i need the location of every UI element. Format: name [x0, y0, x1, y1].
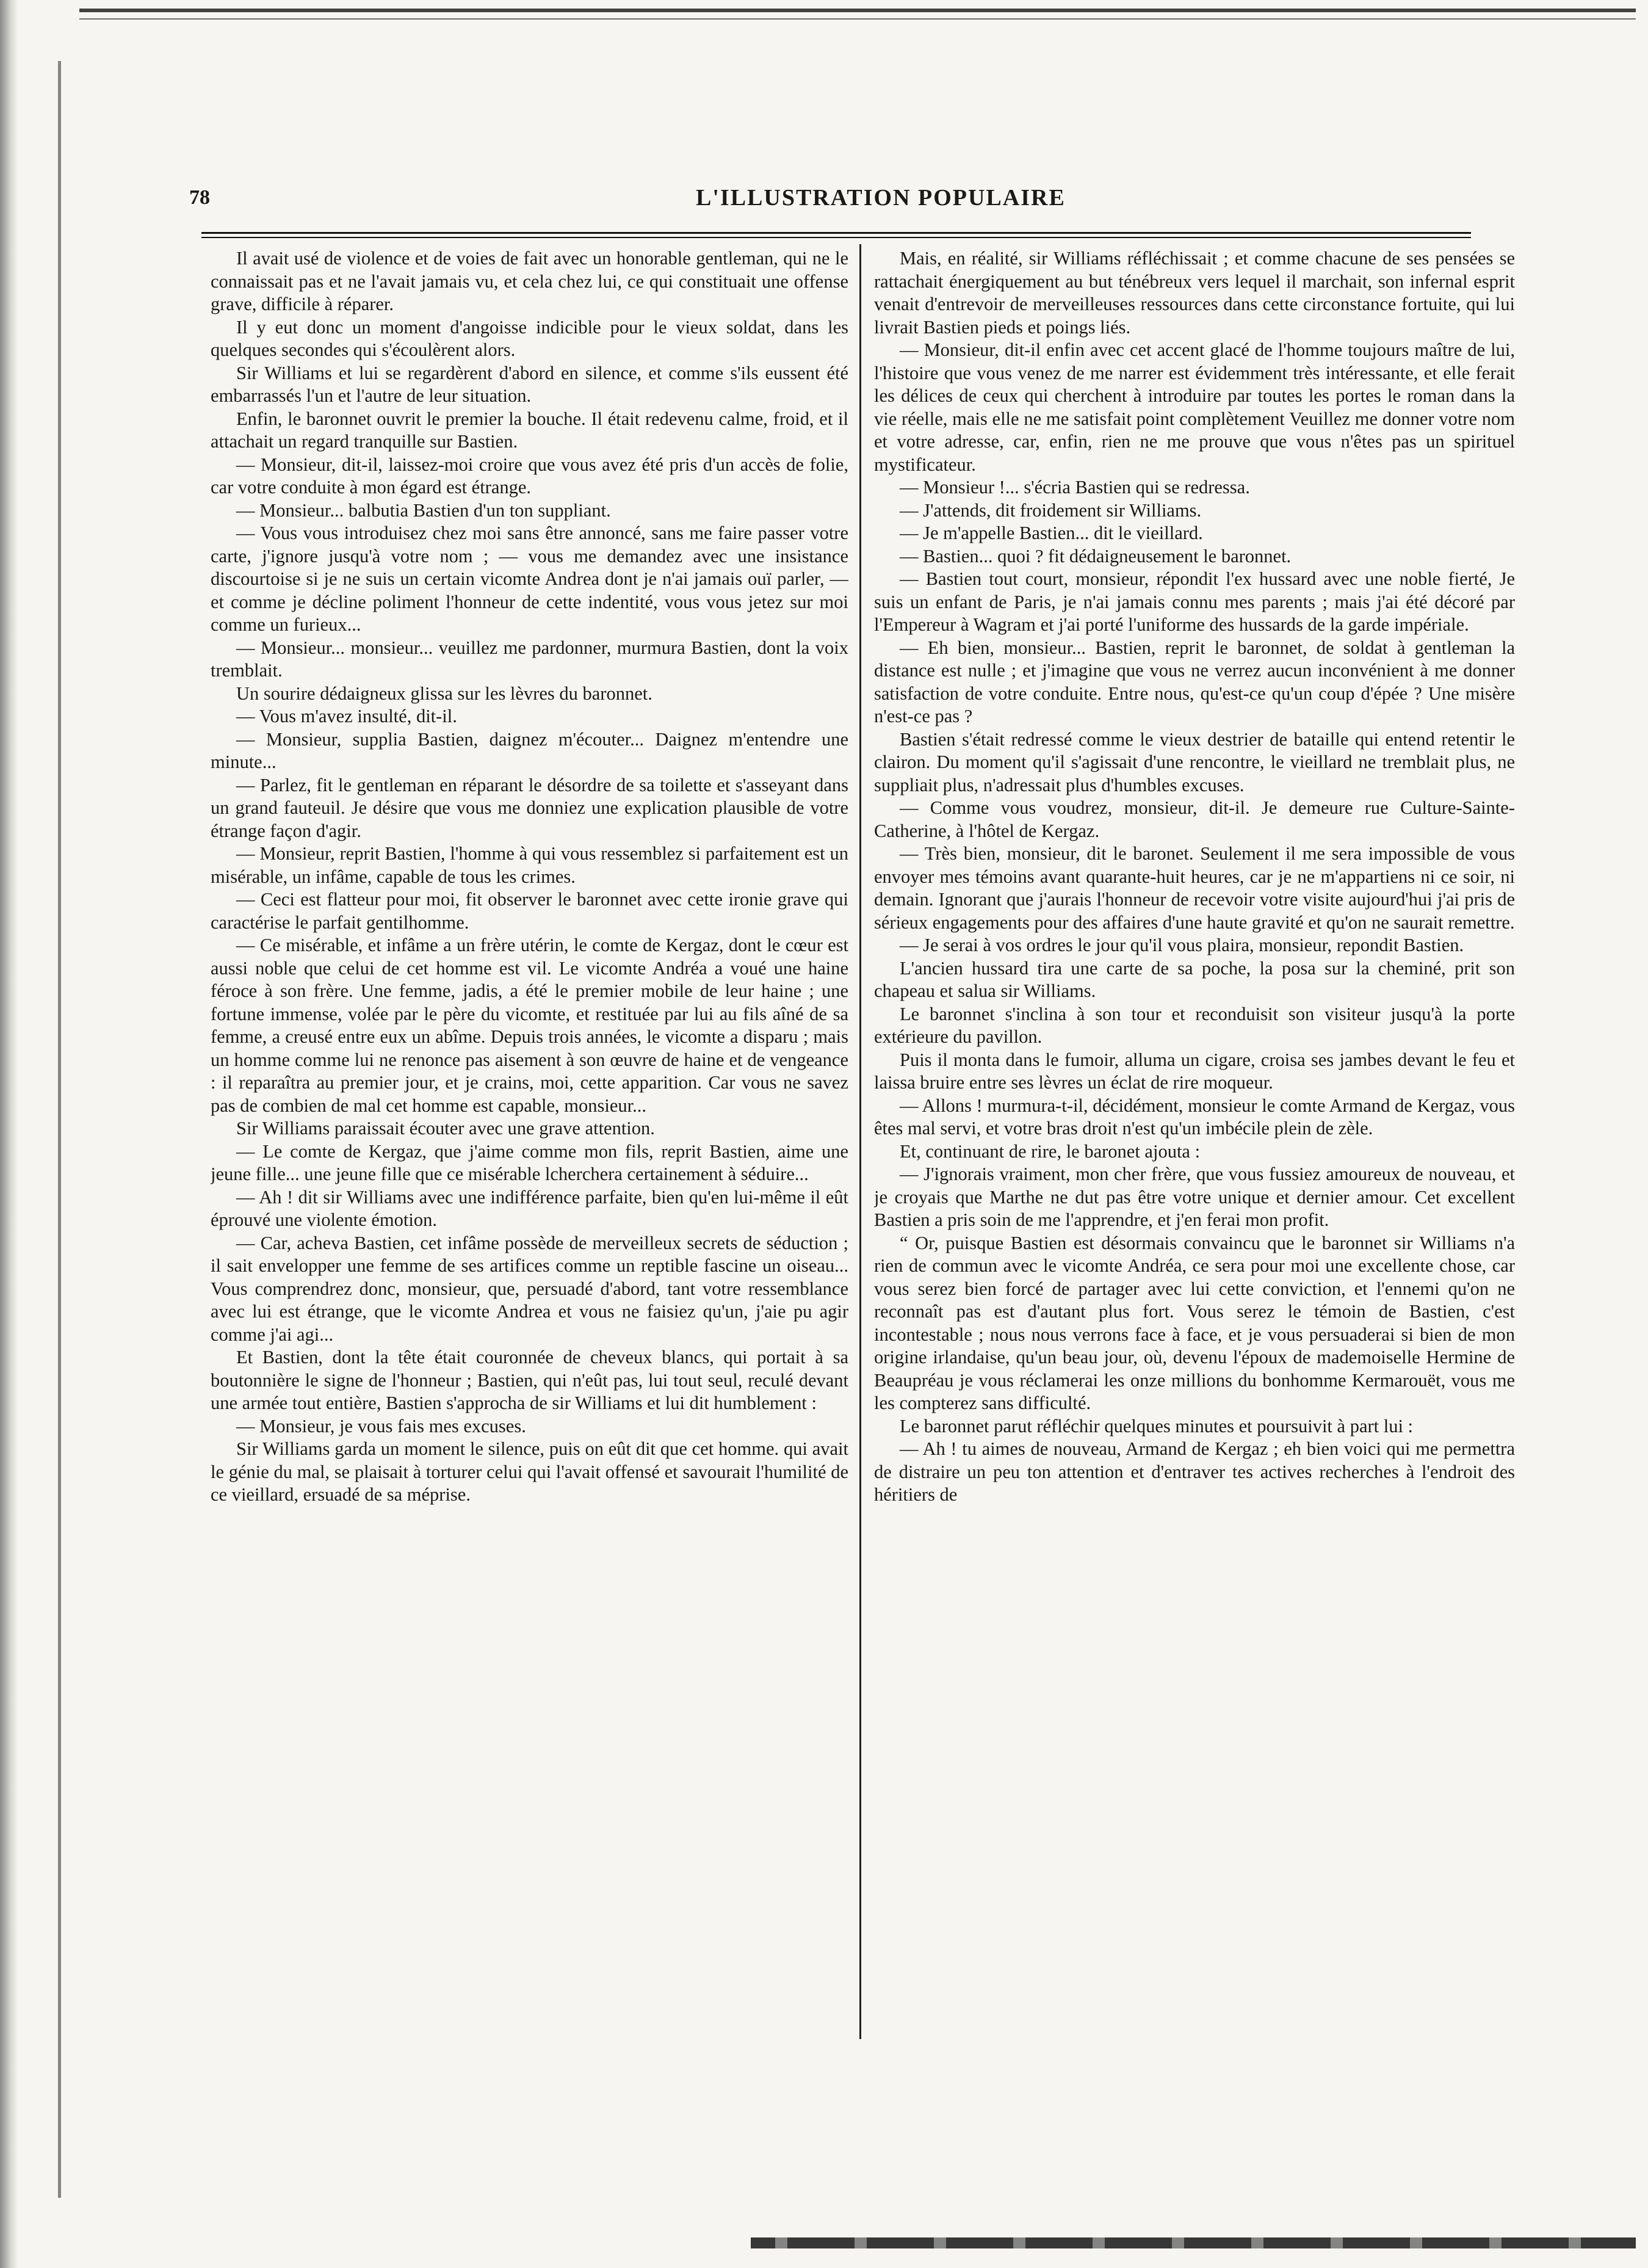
paragraph: — Ce misérable, et infâme a un frère utérin, le comte de Kergaz, dont le cœur est aussi noble que celui de cet homme est vil. Le vicomte Andréa a voué une haine féroce à son frère. Une femme, jadis, a été le premier mobile de leur haine ; une fortune immense, volée par le père du vicomte, et restituée par lui au fils aîné de sa femme, a creusé entre eux un abîme. Depuis trois années, le vicomte a disparu ; mais un homme comme lui ne renonce pas aisement à son œuvre de haine et de vengeance : il reparaîtra au premier jour, et je crains, moi, cette apparition. Car vous ne savez pas de combien de mal cet homme est capable, monsieur... [211, 935, 848, 1116]
paragraph: — J'attends, dit froidement sir Williams. [900, 499, 1202, 521]
scan-edge-bottom [751, 2237, 1636, 2248]
paragraph: Il avait usé de violence et de voies de fait avec un honorable gentleman, qui ne le connaissait pas et ne l'avait jamais vu, et cela chez lui, ce qui constituait une offense grave, difficile à réparer. [211, 248, 848, 314]
paragraph: Puis il monta dans le fumoir, alluma un cigare, croisa ses jambes devant le feu et laissa bruire entre ses lèvres un éclat de rire moqueur. [874, 1049, 1515, 1093]
running-title: L'ILLUSTRATION POPULAIRE [696, 185, 1066, 211]
paragraph: — Monsieur... balbutia Bastien d'un ton suppliant. [236, 499, 611, 521]
paragraph: — Ah ! tu aimes de nouveau, Armand de Kergaz ; eh bien voici qui me permettra de distraire un peu ton attention et d'entraver tes actives recherches à l'endroit des héritiers de [874, 1438, 1515, 1505]
paragraph: Le baronnet s'inclina à son tour et reconduisit son visiteur jusqu'à la porte extérieure du pavillon. [874, 1003, 1515, 1047]
header-rule [201, 232, 1471, 238]
paragraph: — Allons ! murmura-t-il, décidément, monsieur le comte Armand de Kergaz, vous êtes mal servi, et votre bras droit n'est qu'un imbécile plein de zèle. [874, 1095, 1515, 1139]
paragraph: — Je serai à vos ordres le jour qu'il vous plaira, monsieur, repondit Bastien. [900, 935, 1464, 955]
paragraph: — Comme vous voudrez, monsieur, dit-il. Je demeure rue Culture-Sainte-Catherine, à l'hôtel de Kergaz. [874, 797, 1515, 841]
paragraph: — Monsieur, dit-il enfin avec cet accent glacé de l'homme toujours maître de lui, l'histoire que vous venez de me narrer est évidemment très intéressante, et elle ferait les délices de ceux qui cherchent à introduire par toutes les portes le roman dans la vie réelle, mais elle ne me satisfait point complètement Veuillez me donner votre nom et votre adresse, car, enfin, rien ne me prouve que vous n'êtes pas un spirituel mystificateur. [874, 339, 1515, 475]
paragraph: — Monsieur, reprit Bastien, l'homme à qui vous ressemblez si parfaitement est un misérable, un infâme, capable de tous les crimes. [211, 843, 848, 887]
paragraph: — Ceci est flatteur pour moi, fit observer le baronnet avec cette ironie grave qui caractérise le parfait gentilhomme. [211, 889, 848, 933]
paragraph: Sir Williams et lui se regardèrent d'abord en silence, et comme s'ils eussent été embarrassés l'un et l'autre de leur situation. [211, 362, 848, 406]
scan-binding-line [58, 61, 61, 2198]
paragraph: — Je m'appelle Bastien... dit le vieillard. [900, 523, 1203, 543]
paragraph: Et, continuant de rire, le baronet ajouta : [900, 1140, 1201, 1162]
scan-edge-top [79, 9, 1636, 20]
scan-edge-left [0, 0, 18, 2268]
paragraph: Le baronnet parut réfléchir quelques minutes et poursuivit à part lui : [900, 1415, 1414, 1437]
paragraph: — Bastien tout court, monsieur, répondit l'ex hussard avec une noble fierté, Je suis un enfant de Paris, je n'ai jamais connu mes parents ; mais j'ai été décoré par l'Empereur à Wagram et j'ai porté l'uniforme des hussards de la garde impériale. [874, 568, 1515, 635]
paragraph: — Vous vous introduisez chez moi sans être annoncé, sans me faire passer votre carte, j'ignore jusqu'à votre nom ; — vous me demandez avec une insistance discourtoise si je ne suis un certain vicomte Andrea dont je n'ai jamais ouï parler, — et comme je décline poliment l'honneur de cette indentité, vous vous jetez sur moi comme un furieux... [211, 523, 848, 635]
paragraph: — Car, acheva Bastien, cet infâme possède de merveilleux secrets de séduction ; il sait envelopper une femme de ses artifices comme un reptible fascine un oiseau... Vous comprendrez donc, monsieur, que, persuadé d'abord, tant votre ressemblance avec lui est étrange, que le vicomte Andrea et vous ne faisiez qu'un, j'aie pu agir comme j'ai agi... [211, 1232, 848, 1345]
paragraph: — Parlez, fit le gentleman en réparant le désordre de sa toilette et s'asseyant dans un grand fauteuil. Je désire que vous me donniez une explication plausible de votre étrange façon d'agir. [211, 774, 848, 841]
paragraph: Enfin, le baronnet ouvrit le premier la bouche. Il était redevenu calme, froid, et il attachait un regard tranquille sur Bastien. [211, 408, 848, 452]
right-column [874, 247, 1515, 2170]
paragraph: — Monsieur... monsieur... veuillez me pardonner, murmura Bastien, dont la voix tremblait. [211, 637, 848, 681]
paragraph: Bastien s'était redressé comme le vieux destrier de bataille qui entend retentir le clairon. Du moment qu'il s'agissait d'une rencontre, le vieillard ne tremblait plus, ne suppliait plus, n'adressait plus d'humbles excuses. [874, 728, 1515, 795]
paragraph: Sir Williams paraissait écouter avec une grave attention. [236, 1118, 655, 1139]
column-divider [859, 244, 861, 2039]
paragraph: — Eh bien, monsieur... Bastien, reprit le baronnet, de soldat à gentleman la distance est nulle ; et j'imagine que vous ne verrez aucun inconvénient à me donner satisfaction de votre conduite. Entre nous, qu'est-ce qu'un coup d'épée ? Une misère n'est-ce pas ? [874, 637, 1515, 726]
paragraph: — Vous m'avez insulté, dit-il. [236, 706, 457, 726]
paragraph: — Bastien... quoi ? fit dédaigneusement le baronnet. [900, 545, 1292, 567]
paragraph: Sir Williams garda un moment le silence, puis on eût dit que cet homme. qui avait le génie du mal, se plaisait à torturer celui qui l'avait offensé et savourait l'humilité de ce vieillard, ersuadé de sa méprise. [211, 1438, 848, 1505]
paragraph: — J'ignorais vraiment, mon cher frère, que vous fussiez amoureux de nouveau, et je croyais que Marthe ne dut pas être votre unique et dernier amour. Cet excellent Bastien a pris soin de me l'apprendre, et j'en ferai mon profit. [874, 1164, 1515, 1230]
paragraph: — Monsieur !... s'écria Bastien qui se redressa. [900, 477, 1250, 498]
paragraph: L'ancien hussard tira une carte de sa poche, la posa sur la cheminé, prit son chapeau et salua sir Williams. [874, 957, 1515, 1001]
paragraph: — Le comte de Kergaz, que j'aime comme mon fils, reprit Bastien, aime une jeune fille... une jeune fille que ce misérable lcherchera certainement à séduire... [211, 1140, 848, 1184]
paragraph: — Monsieur, dit-il, laissez-moi croire que vous avez été pris d'un accès de folie, car votre conduite à mon égard est étrange. [211, 454, 848, 498]
paragraph: — Monsieur, je vous fais mes excuses. [236, 1415, 526, 1437]
left-column [211, 247, 848, 2170]
paragraph: Mais, en réalité, sir Williams réfléchissait ; et comme chacune de ses pensées se rattachait énergiquement au but ténébreux vers lequel il marchait, son infernal esprit venait d'entrevoir de merveilleuses ressources dans cette circonstance fortuite, qui lui livrait Bastien pieds et poings liés. [874, 248, 1515, 338]
paragraph: — Monsieur, supplia Bastien, daignez m'écouter... Daignez m'entendre une minute... [211, 728, 848, 772]
paragraph: Il y eut donc un moment d'angoisse indicible pour le vieux soldat, dans les quelques secondes qui s'écoulèrent alors. [211, 316, 848, 360]
paragraph: — Ah ! dit sir Williams avec une indifférence parfaite, bien qu'en lui-même il eût éprouvé une violente émotion. [211, 1186, 848, 1230]
page-number: 78 [189, 186, 210, 209]
paragraph: — Très bien, monsieur, dit le baronet. Seulement il me sera impossible de vous envoyer mes témoins avant quarante-huit heures, car je ne m'appartiens ni ce soir, ni demain. Ignorant que j'aurais l'honneur de recevoir votre visite aujourd'hui j'ai pris de sérieux engagements pour des affaires d'une haute gravité et qu'on ne saurait remettre. [874, 843, 1515, 933]
paragraph: Et Bastien, dont la tête était couronnée de cheveux blancs, qui portait à sa boutonnière le signe de l'honneur ; Bastien, qui n'eût pas, lui tout seul, reculé devant une armée tout entière, Bastien s'approcha de sir Williams et lui dit humblement : [211, 1347, 848, 1413]
paragraph: “ Or, puisque Bastien est désormais convaincu que le baronnet sir Williams n'a rien de commun avec le vicomte Andréa, ce sera pour moi une excellente chose, car vous serez bien forcé de partager avec lui cette conviction, et l'ennemi qu'on ne reconnaît pas est d'autant plus fort. Vous serez le témoin de Bastien, c'est incontestable ; nous nous verrons face à face, et je vous persuaderai si bien de mon origine irlandaise, qu'un beau jour, où, devenu l'époux de mademoiselle Hermine de Beaupréau je vous réclamerai les onze millions du bonhomme Kermarouët, vous me les compterez sans difficulté. [874, 1232, 1515, 1413]
paragraph: Un sourire dédaigneux glissa sur les lèvres du baronnet. [236, 683, 652, 704]
